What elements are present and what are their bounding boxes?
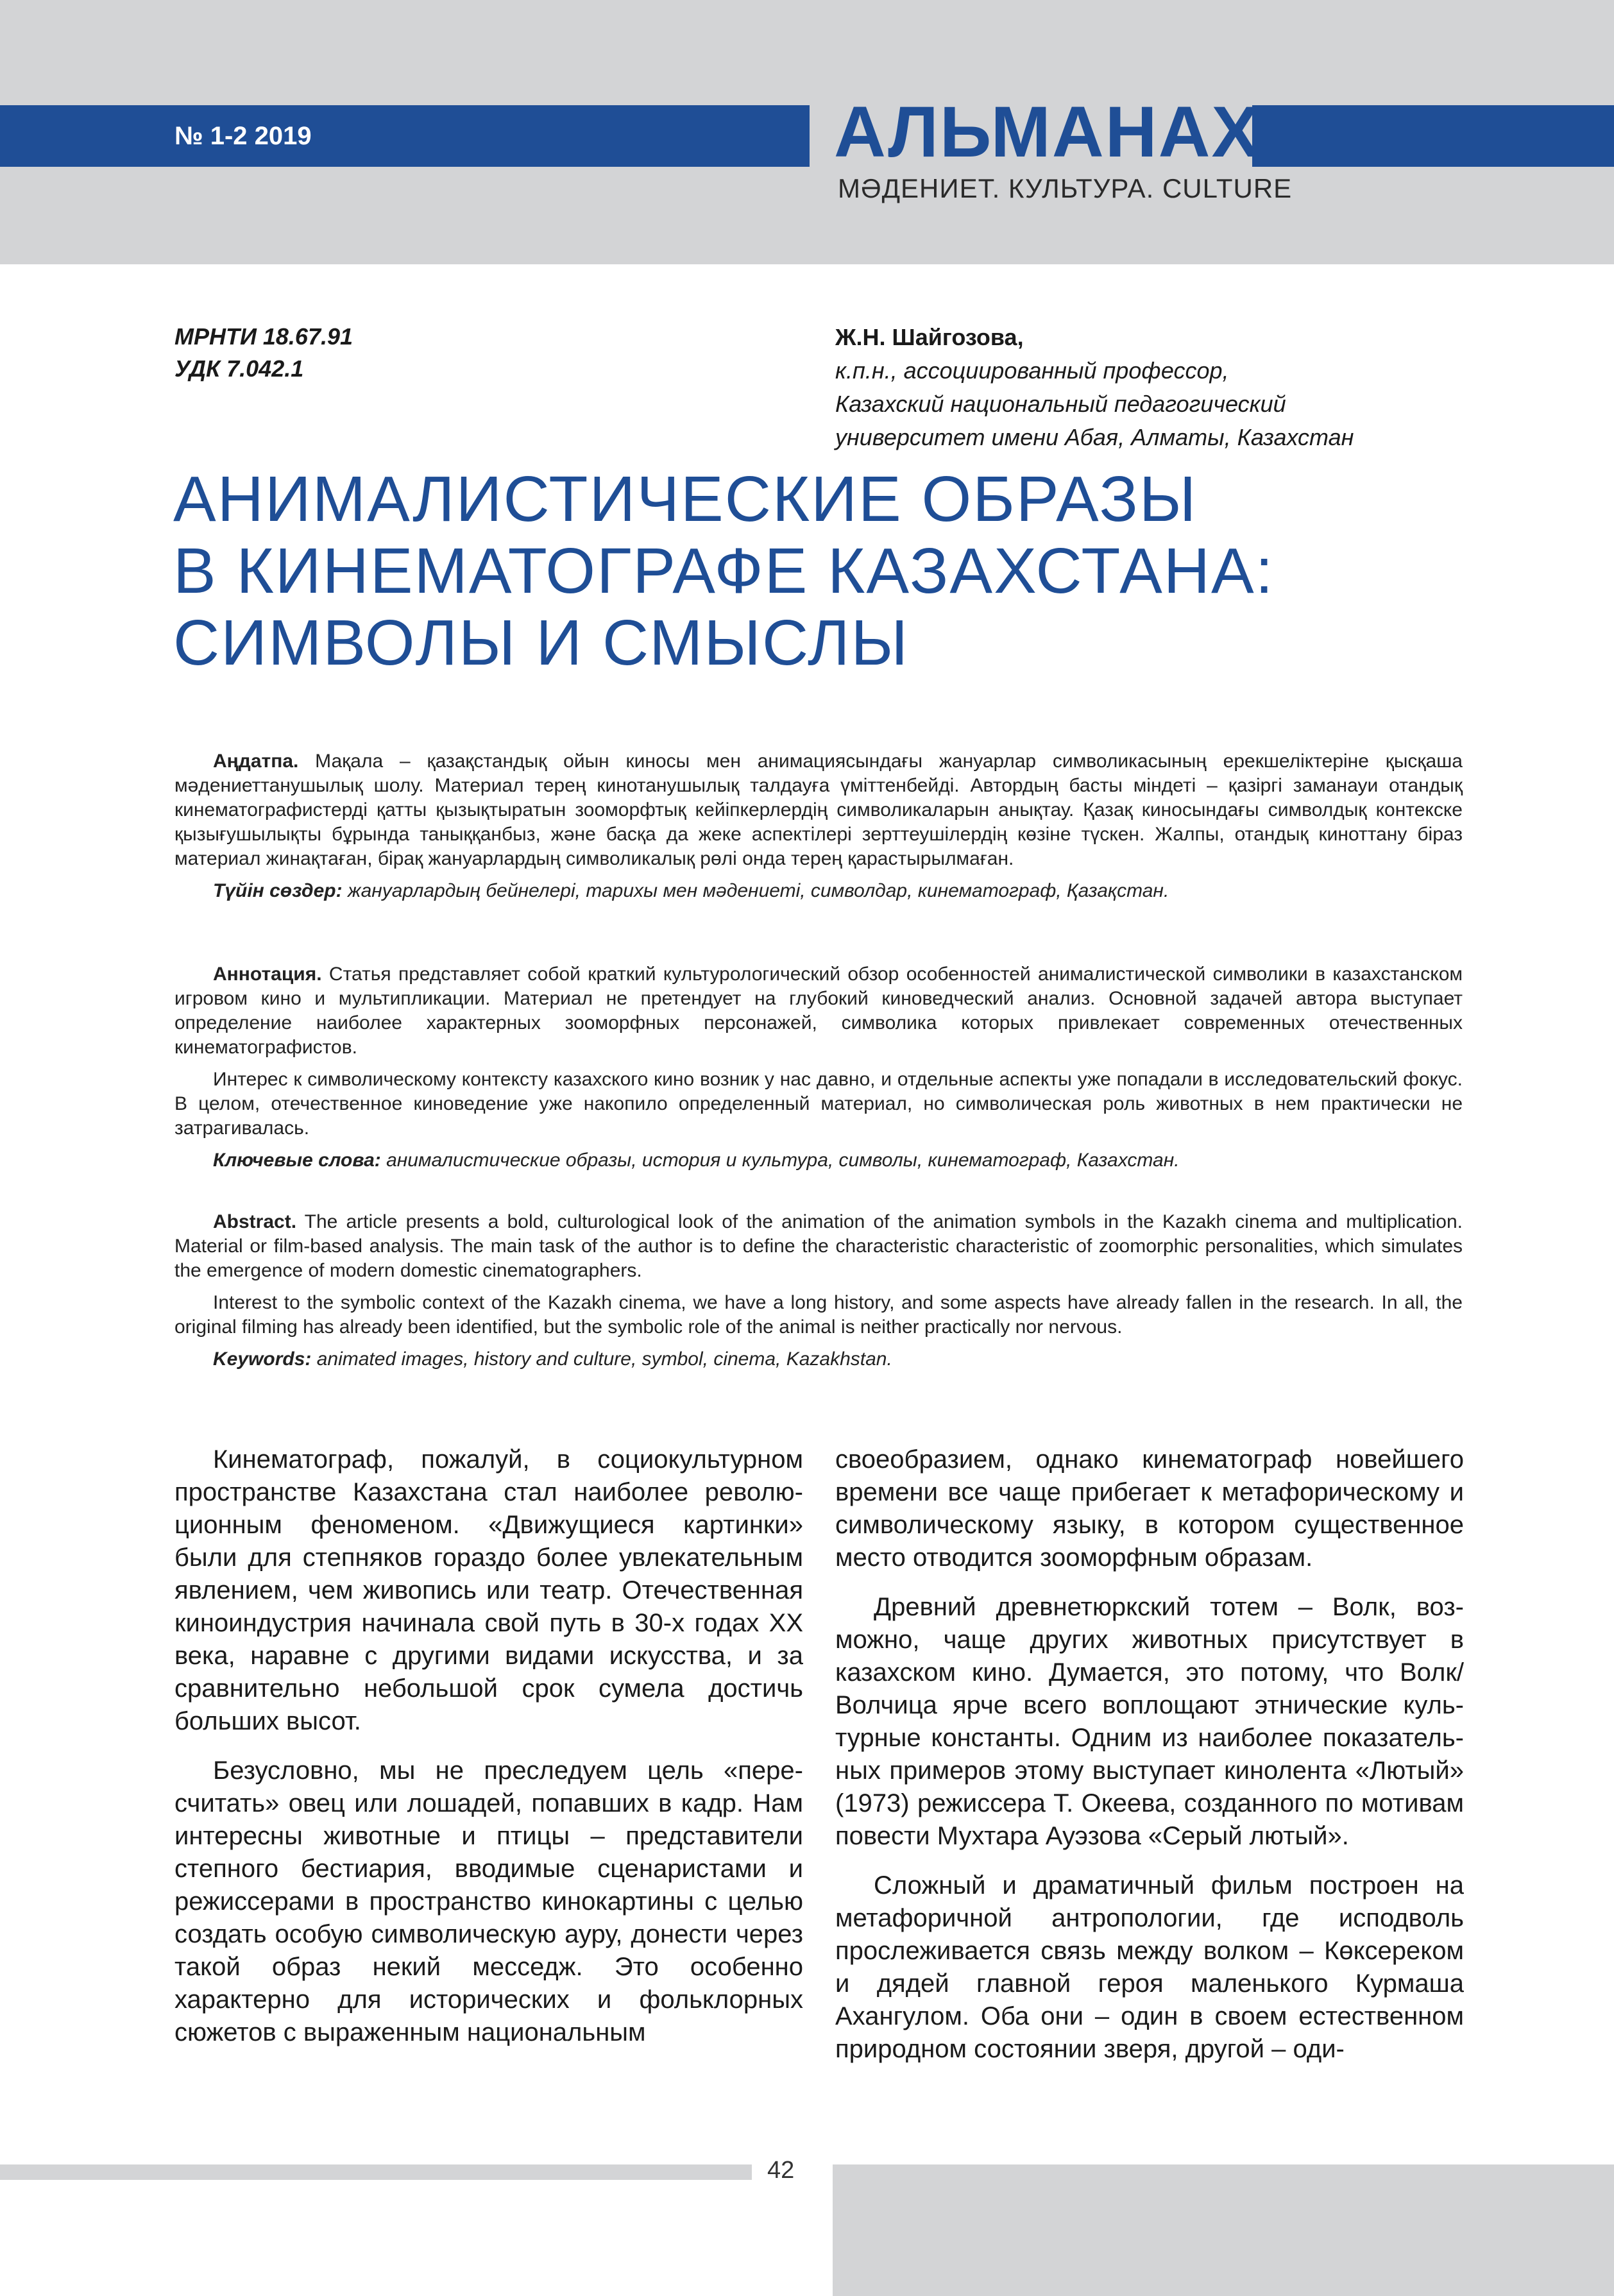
title-line: СИМВОЛЫ И СМЫСЛЫ (173, 607, 909, 679)
author-affiliation-line: Казахский национальный педагогический (835, 391, 1286, 417)
body-paragraph: Сложный и драматичный фильм построен на метафоричной антропологии, где исподволь прослеживается связь между волком – Көксереком и дядей главной героя маленького Курмаша Ахангулом. Оба они – один в своем естественном природном состоянии зверя, другой – оди- (835, 1871, 1464, 2063)
header-band-left (0, 105, 810, 167)
abstract-kazakh (174, 749, 1463, 911)
body-paragraph: Древний древнетюркский тотем – Волк, возможно, чаще других животных присутствует в казахском кино. Думается, это потому, что Волк/ Волчица ярче всего воплощают этнические культурные константы. Одним из наиболее показательных примеров этому выступает кинолента «Лютый» (1973) режиссера Т. Океева, созданного по мотивам повести Мухтара Ауэзова «Серый лютый». (835, 1593, 1464, 1850)
header-band-right (1252, 105, 1614, 167)
keywords-text: animated images, history and culture, symbol, cinema, Kazakhstan. (311, 1348, 892, 1370)
keywords-label: Keywords: (213, 1348, 312, 1370)
abstract-russian (174, 962, 1463, 1180)
keywords-paragraph (174, 1148, 1463, 1173)
author-name: Ж.Н. Шайгозова, (835, 324, 1024, 350)
abstract-paragraph: Interest to the symbolic context of the Kazakh cinema, we have a long history, and some aspects have already fallen in the research. In all, the original filming has already been identified, but the symbolic role of the animal is neither practically nor nervous. (174, 1292, 1463, 1338)
abstract-paragraph (174, 749, 1463, 871)
keywords-text: жануарлардың бейнелері, тарихы мен мәдениеті, символдар, кинематограф, Қазақстан. (342, 880, 1169, 901)
abstract-label: Аннотация. (213, 964, 322, 985)
keywords-label: Түйін сөздер: (213, 880, 343, 901)
footer-block-right (833, 2164, 1614, 2296)
title-line: В КИНЕМАТОГРАФЕ КАЗАХСТАНА: (173, 535, 1275, 607)
author-affiliation-line: университет имени Абая, Алматы, Казахстан (835, 424, 1354, 450)
author-block (835, 321, 1354, 454)
footer-bar-left (0, 2164, 752, 2180)
abstract-paragraph: Интерес к символическому контексту казахского кино возник у нас давно, и отдельные аспекты уже попадали в исследовательский фокус. В целом, отечественное киноведение уже накопило определенный материал, но символическая роль животных в нем практически не затрагивалась. (174, 1069, 1463, 1139)
body-paragraph: своеобразием, однако кинематограф новейшего времени все чаще прибегает к метафорическому и символическому языку, в котором существенное место отводится зооморфным образам. (835, 1445, 1464, 1572)
abstract-text: Статья представляет собой краткий культурологический обзор особенностей анималистической символики в казахстанском игровом кино и мультипликации. Материал не претендует на глубокий киноведческий анализ. Основной задачей автора выступает определение наиболее характерных зооморфных персонажей, символика которых привлекает современных отечественных кинематографистов. (174, 964, 1463, 1058)
abstract-label: Abstract. (213, 1211, 297, 1232)
abstract-label: Аңдатпа. (213, 751, 299, 772)
abstract-paragraph (174, 1210, 1463, 1283)
page-number: 42 (767, 2157, 795, 2184)
body-column-left (174, 1443, 803, 2066)
body-paragraph: Безусловно, мы не преследуем цель «пересчитать» овец или лошадей, попавших в кадр. Нам интересны животные и птицы – представители степного бестиария, вводимые сценаристами и режиссерами в пространство кинокартины с целью создать особую символическую ауру, донести через такой образ некий месседж. Это особенно характерно для исторических и фольклорных сюжетов с выраженным национальным (174, 1756, 803, 2046)
keywords-paragraph (174, 1347, 1463, 1372)
body-paragraph: Кинематограф, пожалуй, в социокультурном пространстве Казахстана стал наиболее революционным феноменом. «Движущиеся картинки» были для степняков гораздо более увлекательным явлением, чем живопись или театр. Отечественная киноиндустрия начинала свой путь в 30-х годах XX века, наравне с другими видами искусства, и за сравнительно небольшой срок сумела достичь больших высот. (174, 1445, 803, 1735)
mrnti-code: МРНТИ 18.67.91 (174, 323, 353, 350)
issue-number: № 1-2 2019 (174, 122, 312, 150)
keywords-label: Ключевые слова: (213, 1150, 381, 1171)
journal-subtitle: МӘДЕНИЕТ. КУЛЬТУРА. CULTURE (838, 173, 1293, 203)
keywords-paragraph (174, 879, 1463, 903)
abstract-english (174, 1210, 1463, 1379)
article-title (173, 463, 1392, 679)
udk-code: УДК 7.042.1 (174, 355, 304, 382)
body-column-right (835, 1443, 1464, 2082)
abstract-text: The article presents a bold, culturological look of the animation of the animation symbols in the Kazakh cinema and multiplication. Material or film-based analysis. The main task of the author is to define the characteristic characteristic of zoomorphic personalities, which simulates the emergence of modern domestic cinematographers. (174, 1211, 1463, 1281)
author-affiliation-line: к.п.н., ассоциированный профессор, (835, 357, 1229, 384)
abstract-text: Мақала – қазақстандық ойын киносы мен анимациясындағы жануарлар символикасының ерекшеліктеріне қысқаша мәдениеттанушылық шолу. Материал терең кинотанушылық талдауға үміттенбейді. Автордың басты міндеті – қазіргі заманауи отандық кинематографистерді қатты қызықтыратын зооморфтық кейіпкерлердің символикаларын анықтау. Қазақ киносындағы символдық контекске қызығушылықты бұрында таныққанбыз, және басқа да жеке аспектілері зерттеушілердің көзіне түскен. Жалпы, отандық киноттану біраз материал жинақтаған, бірақ жануарлардың символикалық рөлі онда терең қарастырылмаған. (174, 751, 1463, 869)
journal-title: АЛЬМАНАХ (834, 92, 1261, 172)
abstract-paragraph (174, 962, 1463, 1060)
classification-codes (174, 321, 353, 385)
title-line: АНИМАЛИСТИЧЕСКИЕ ОБРАЗЫ (173, 463, 1198, 535)
keywords-text: анималистические образы, история и культура, символы, кинематограф, Казахстан. (380, 1150, 1180, 1171)
